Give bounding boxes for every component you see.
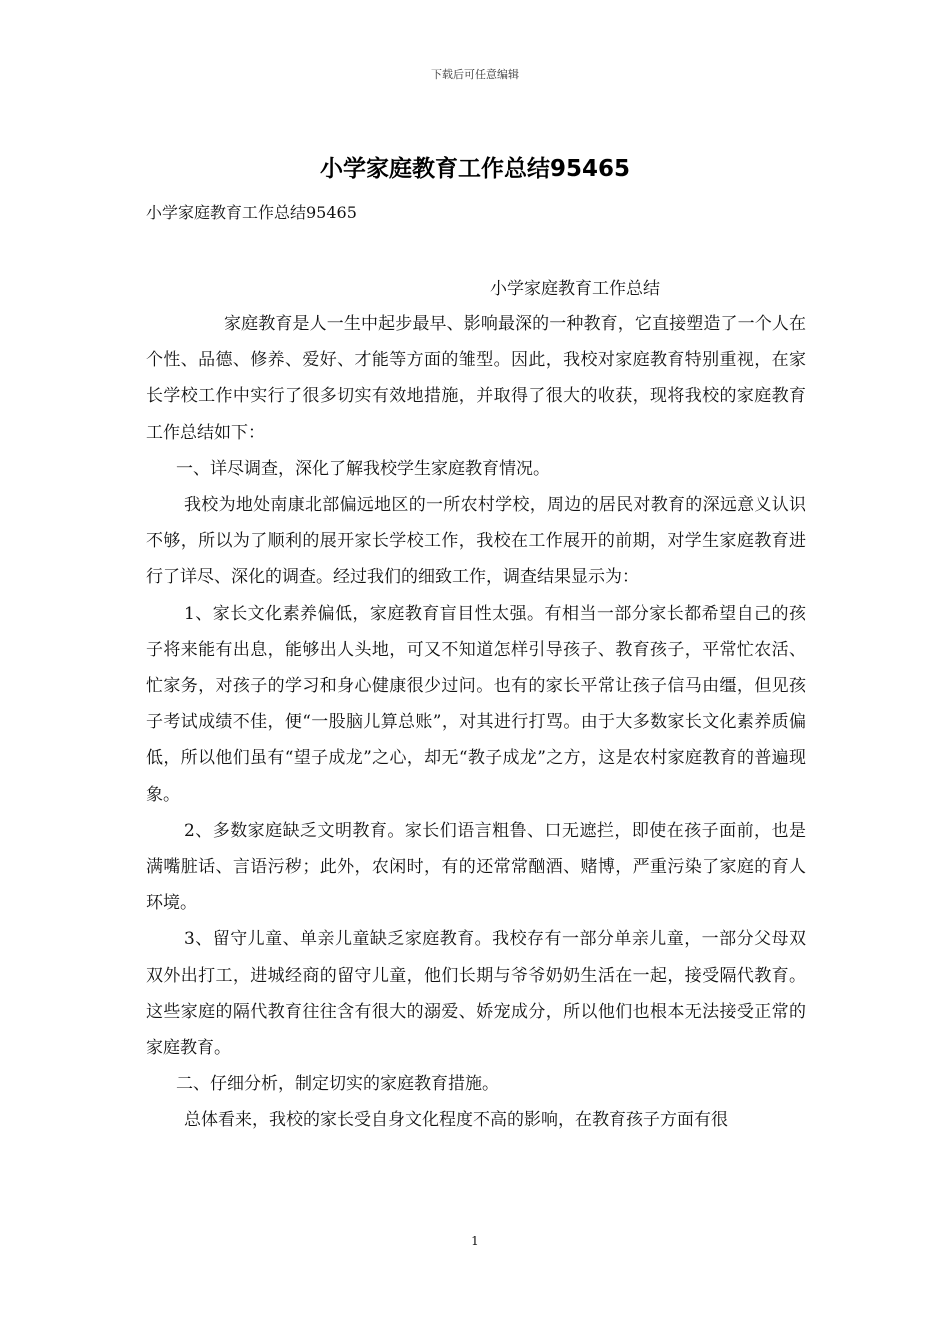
body-paragraph: 2、多数家庭缺乏文明教育。家长们语言粗鲁、口无遮拦，即使在孩子面前，也是满嘴脏话、言语污秽；此外，农闲时，有的还常常酗酒、赌博，严重污染了家庭的育人环境。 [146,820,806,914]
section-heading: 小学家庭教育工作总结 [490,279,660,299]
body-paragraph: 总体看来，我校的家长受自身文化程度不高的影响，在教育孩子方面有很 [184,1110,728,1131]
document-title: 小学家庭教育工作总结95465 [319,156,631,182]
page-header-note: 下载后可任意编辑 [431,68,519,81]
section-heading-one: 一、详尽调查，深化了解我校学生家庭教育情况。 [176,458,550,479]
body-paragraph: 3、留守儿童、单亲儿童缺乏家庭教育。我校存有一部分单亲儿童，一部分父母双双外出打工，进城经商的留守儿童，他们长期与爷爷奶奶生活在一起，接受隔代教育。这些家庭的隔代教育往往含有很大的溺爱、娇宠成分，所以他们也根本无法接受正常的家庭教育。 [146,929,806,1059]
section-heading-two: 二、仔细分析，制定切实的家庭教育措施。 [176,1074,499,1095]
body-paragraph: 家庭教育是人一生中起步最早、影响最深的一种教育，它直接塑造了一个人在个性、品德、修养、爱好、才能等方面的雏型。因此，我校对家庭教育特别重视，在家长学校工作中实行了很多切实有效地措施，并取得了很大的收获，现将我校的家庭教育 工作总结如下： [146,314,823,443]
body-paragraph: 我校为地处南康北部偏远地区的一所农村学校，周边的居民对教育的深远意义认识不够，所以为了顺利的展开家长学校工作，我校在工作展开的前期，对学生家庭教育进行了详尽、深化的调查。经过我们的细致工作，调查结果显示为： [146,495,806,588]
page-number: 1 [471,1234,479,1248]
body-paragraph: 1、家长文化素养偏低，家庭教育盲目性太强。有相当一部分家长都希望自己的孩子将来能有出息，能够出人头地，可又不知道怎样引导孩子、教育孩子，平常忙农活、忙家务，对孩子的学习和身心健康很少过问。也有的家长平常让孩子信马由缰，但见孩子考试成绩不佳，便“一股脑儿算总账”，对其进行打骂。由于大多数家长文化素养质偏低，所以他们虽有“望子成龙”之心，却无“教子成龙”之方，这是农村家庭教育的普遍现象。 [146,603,806,805]
document-subtitle: 小学家庭教育工作总结95465 [146,203,357,222]
document-body [146,306,823,1139]
